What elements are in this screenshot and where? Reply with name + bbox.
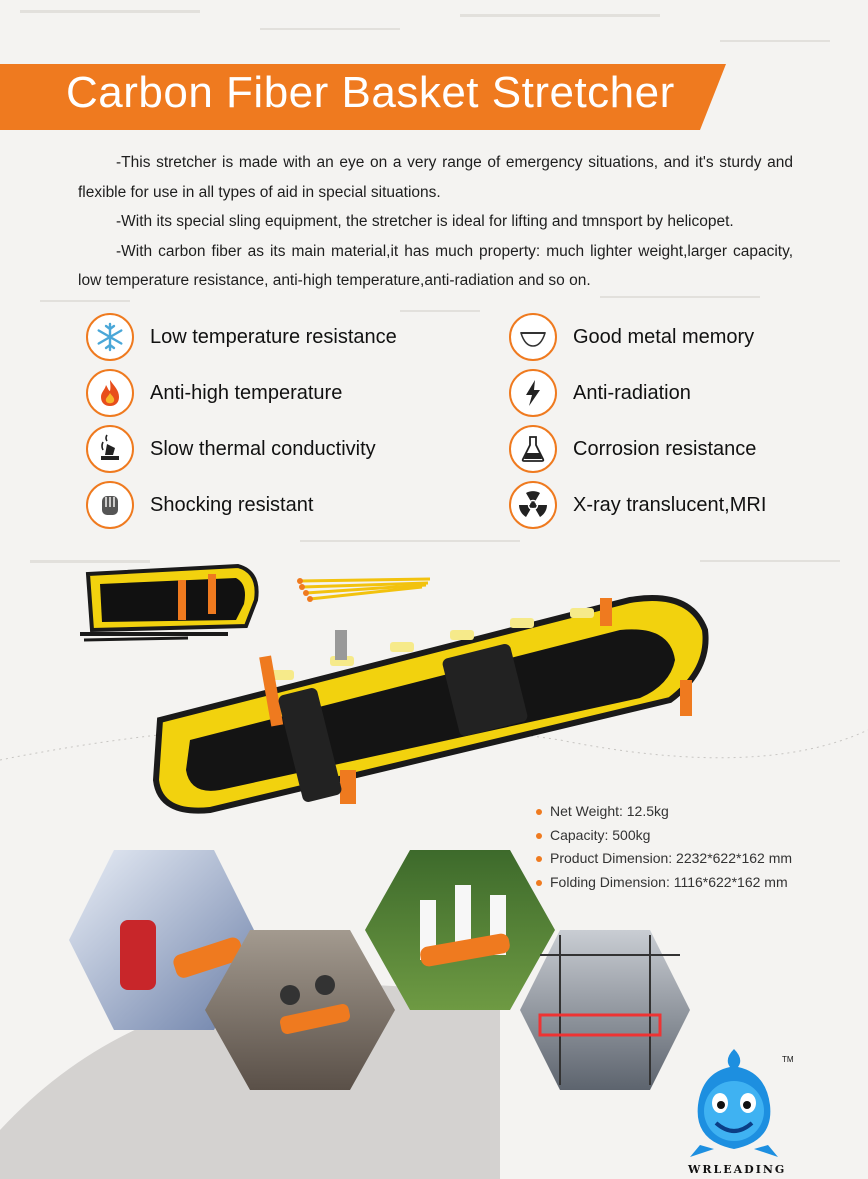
feature-anti-radiation bbox=[509, 368, 691, 418]
feature-label: Slow thermal conductivity bbox=[150, 437, 376, 460]
description-paragraph: -With its special sling equipment, the stretcher is ideal for lifting and tmnsport by helicopet. bbox=[116, 213, 734, 230]
feature-metal-memory bbox=[509, 312, 754, 362]
spec-folding-dimension: Folding Dimension: 1116*622*162 mm bbox=[536, 871, 792, 895]
feature-xray-translucent bbox=[509, 480, 766, 530]
feature-label: Good metal memory bbox=[573, 325, 755, 348]
stretcher-main-image bbox=[150, 590, 720, 820]
photo-industrial-rescue bbox=[520, 930, 690, 1090]
feature-slow-thermal bbox=[86, 424, 376, 474]
snowflake-icon bbox=[86, 313, 134, 361]
feature-label: Low temperature resistance bbox=[150, 325, 397, 348]
trademark-symbol: TM bbox=[782, 1055, 794, 1064]
feature-low-temperature bbox=[86, 312, 397, 362]
feature-anti-high-temperature bbox=[86, 368, 342, 418]
feature-label: Anti-high temperature bbox=[150, 381, 343, 404]
hot-surface-icon bbox=[86, 425, 134, 473]
flame-icon bbox=[86, 369, 134, 417]
page-title: Carbon Fiber Basket Stretcher bbox=[66, 68, 675, 117]
feature-label: X-ray translucent,MRI bbox=[573, 493, 767, 516]
description-paragraph: -This stretcher is made with an eye on a very range of emergency situations, and it's sturdy and flexible for use in all types of aid in special situations. bbox=[78, 154, 793, 201]
feature-label: Corrosion resistance bbox=[573, 437, 757, 460]
lightning-icon bbox=[509, 369, 557, 417]
usage-photo-gallery bbox=[60, 845, 700, 1095]
spec-net-weight: Net Weight: 12.5kg bbox=[536, 800, 792, 824]
feature-label: Shocking resistant bbox=[150, 493, 314, 516]
photo-field-rescue bbox=[365, 850, 555, 1010]
feature-label: Anti-radiation bbox=[573, 381, 691, 404]
dome-icon bbox=[509, 313, 557, 361]
spec-product-dimension: Product Dimension: 2232*622*162 mm bbox=[536, 847, 792, 871]
feature-shocking-resistant bbox=[86, 480, 313, 530]
flask-icon bbox=[509, 425, 557, 473]
fist-icon bbox=[86, 481, 134, 529]
spec-capacity: Capacity: 500kg bbox=[536, 824, 792, 848]
radiation-icon bbox=[509, 481, 557, 529]
logo-wordmark: WRLEADING bbox=[688, 1163, 787, 1176]
description-paragraph: -With carbon fiber as its main material,it has much property: much lighter weight,larger capacity, low temperature resistance, anti-high temperature,anti-radiation and so on. bbox=[78, 242, 793, 289]
title-banner-tip bbox=[700, 64, 726, 130]
description bbox=[78, 148, 793, 296]
wrleading-logo bbox=[686, 1045, 782, 1161]
feature-corrosion-resistance bbox=[509, 424, 756, 474]
